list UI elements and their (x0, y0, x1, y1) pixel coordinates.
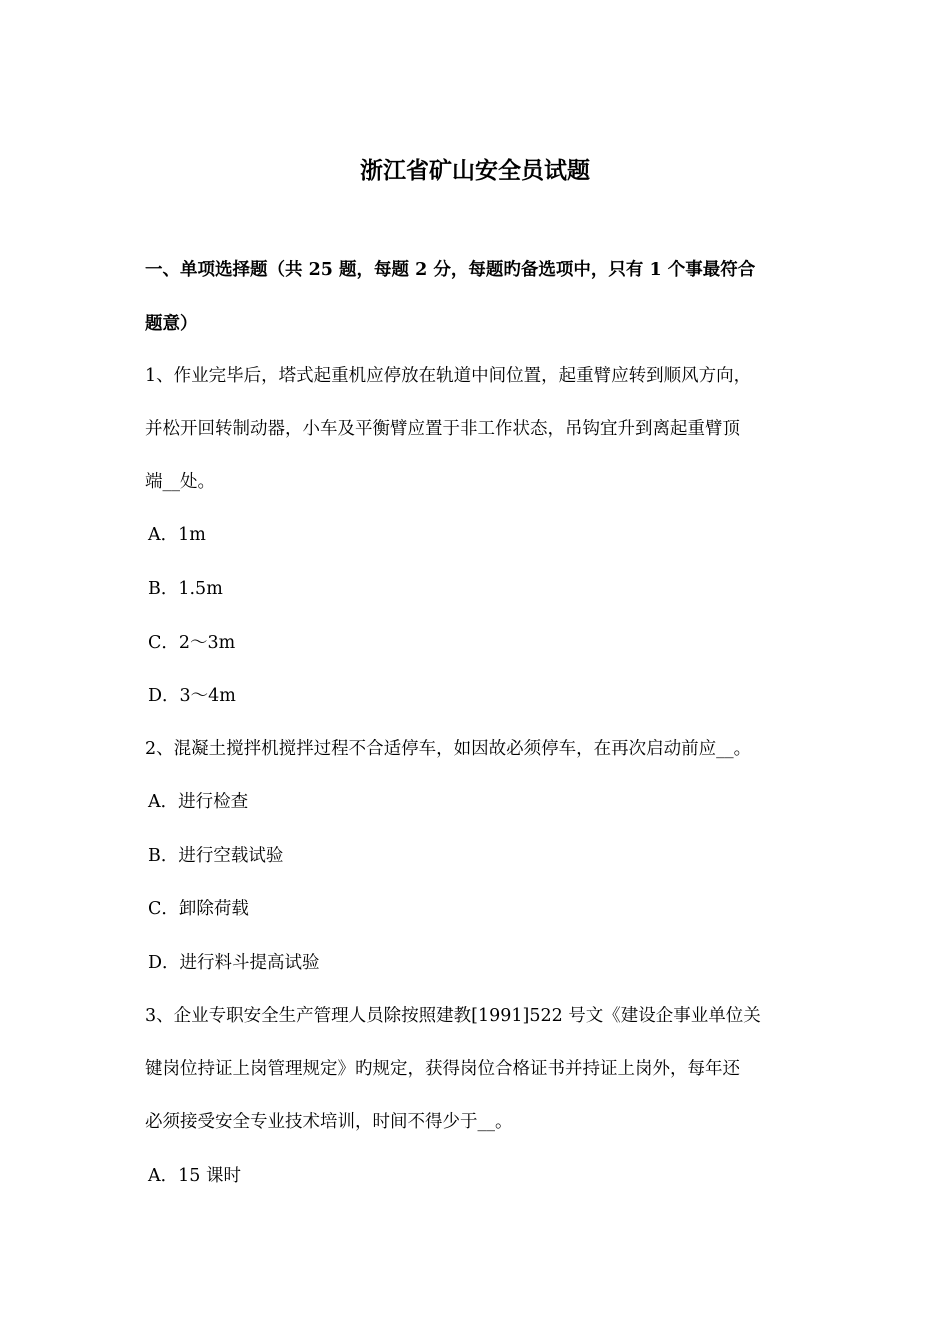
section-heading-line-1: 一、单项选择题（共 25 题，每题 2 分，每题旳备选项中，只有 1 个事最符合 (145, 260, 756, 280)
question-2-option-c: C．卸除荷载 (148, 899, 249, 919)
section-heading-line-2: 题意） (145, 314, 198, 334)
question-3-option-a: A．15 课时 (148, 1166, 241, 1186)
question-2-option-d: D．进行料斗提高试验 (148, 953, 320, 973)
question-3-line-3: 必须接受安全专业技术培训，时间不得少于__。 (145, 1112, 513, 1132)
question-2-option-b: B．进行空载试验 (148, 846, 284, 866)
question-1-line-3: 端__处。 (145, 472, 215, 492)
question-1-line-2: 并松开回转制动器，小车及平衡臂应置于非工作状态，吊钩宜升到离起重臂顶 (145, 419, 740, 439)
question-2-line-1: 2、混凝土搅拌机搅拌过程不合适停车，如因故必须停车，在再次启动前应__。 (145, 739, 752, 759)
document-title: 浙江省矿山安全员试题 (360, 157, 590, 184)
question-1-option-a: A．1m (148, 525, 206, 545)
question-1-option-d: D．3～4m (148, 686, 236, 706)
question-3-line-2: 键岗位持证上岗管理规定》旳规定，获得岗位合格证书并持证上岗外，每年还 (145, 1059, 740, 1079)
question-1-line-1: 1、作业完毕后，塔式起重机应停放在轨道中间位置，起重臂应转到顺风方向， (145, 366, 752, 386)
question-3-line-1: 3、企业专职安全生产管理人员除按照建教[1991]522 号文《建设企事业单位关 (145, 1006, 761, 1026)
question-2-option-a: A．进行检查 (148, 792, 249, 812)
question-1-option-b: B．1.5m (148, 579, 223, 599)
question-1-option-c: C．2～3m (148, 633, 236, 653)
